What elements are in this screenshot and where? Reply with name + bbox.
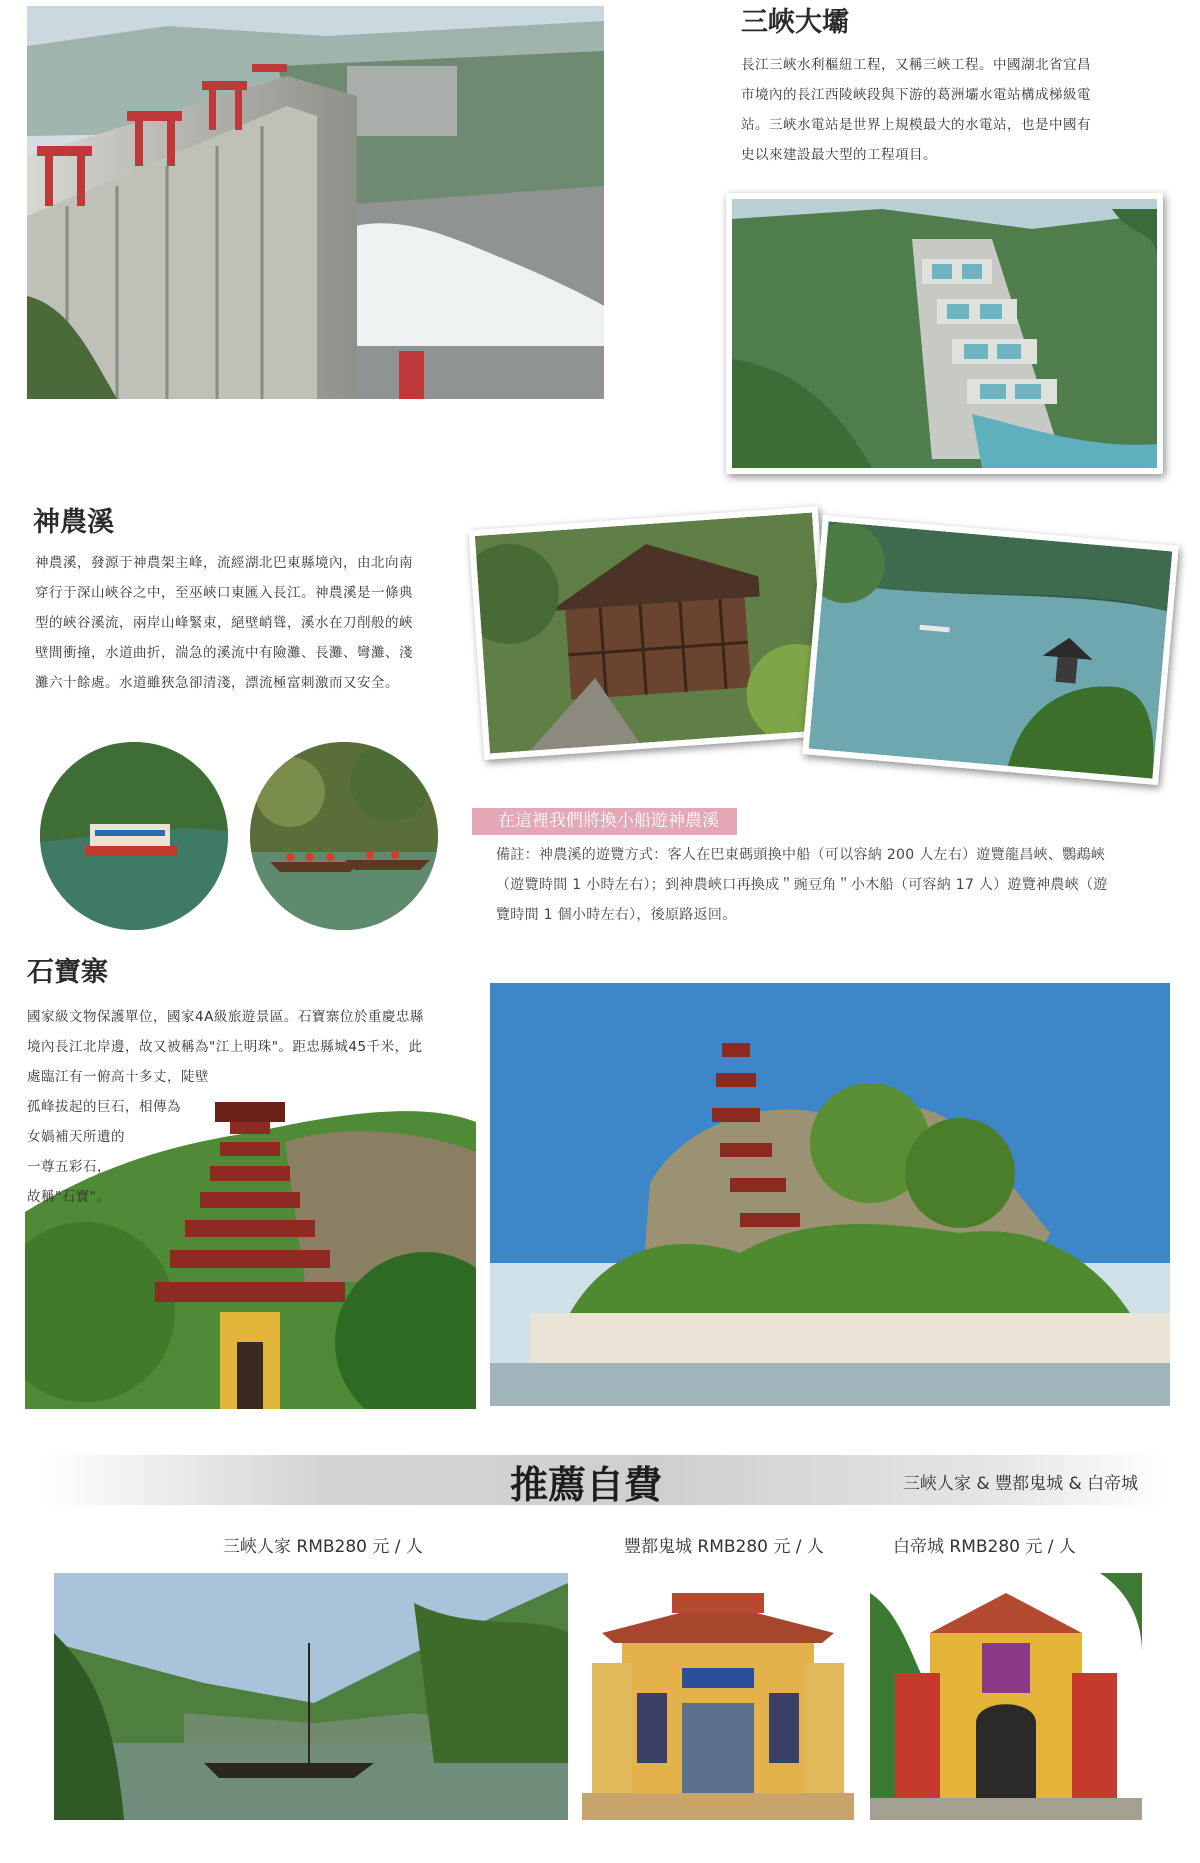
recommend-caption-2: 豐都鬼城 RMB280 元 / 人: [624, 1537, 824, 1557]
text-line: 神農溪，發源于神農架主峰，流經湖北巴東縣境內，由北向南: [35, 555, 413, 571]
text-line: 孤峰拔起的巨石，相傳為: [27, 1099, 181, 1115]
text-line: 型的峽谷溪流，兩岸山峰緊束，絕壁峭聳，溪水在刀削般的峽: [35, 615, 413, 631]
shennong-note: [496, 840, 1176, 930]
text-line: 一尊五彩石，: [27, 1159, 111, 1175]
shennong-stream-title: 神農溪: [33, 507, 114, 538]
text-line: 史以來建設最大型的工程項目。: [741, 147, 937, 163]
pavilion-river-photo: [802, 515, 1179, 785]
baidi-city-photo: [870, 1573, 1142, 1820]
text-line: 境內長江北岸邊，故又被稱為"江上明珠"。距忠縣城45千米，此: [27, 1039, 423, 1055]
three-gorges-dam-photo: [27, 6, 604, 399]
recommend-caption-1: 三峽人家 RMB280 元 / 人: [223, 1537, 423, 1557]
text-line: 灘六十餘處。水道雖狹急卻清淺，漂流極富刺激而又安全。: [35, 675, 399, 691]
note-line: （遊覽時間 1 小時左右）；到神農峽口再換成＂豌豆角＂小木船（可容納 17 人）遊覽神農峽（遊: [496, 877, 1108, 893]
boat-circle-photo-2: [250, 742, 438, 930]
shennong-stream-text: [35, 548, 465, 698]
text-line: 市境內的長江西陵峽段與下游的葛洲壩水電站構成梯級電: [741, 87, 1091, 103]
three-gorges-family-photo: [54, 1573, 568, 1820]
text-line: 壁間衝撞，水道曲折，湍急的溪流中有險灘、長灘、彎灘、淺: [35, 645, 413, 661]
recommend-caption-3: 白帝城 RMB280 元 / 人: [893, 1537, 1076, 1557]
boat-circle-photo-1: [40, 742, 228, 930]
recommend-subtitle: 三峽人家 & 豐都鬼城 & 白帝城: [903, 1474, 1139, 1494]
note-line: 備註：神農溪的遊覽方式：客人在巴東碼頭換中船（可以容納 200 人左右）遊覽龍昌峽、鸚鵡峽: [496, 847, 1106, 863]
text-line: 穿行于深山峽谷之中，至巫峽口東匯入長江。神農溪是一條典: [35, 585, 413, 601]
text-line: 處臨江有一俯高十多丈，陡壁: [27, 1069, 209, 1085]
small-boat-label: 在這裡我們將換小船遊神農溪: [472, 808, 737, 835]
shibaozhai-island-photo: [490, 983, 1170, 1406]
text-line: 故稱"石寶"。: [27, 1189, 111, 1205]
fengdu-ghost-city-photo: [582, 1573, 854, 1820]
recommend-title: 推薦自費: [510, 1462, 663, 1507]
wooden-house-photo: [468, 506, 833, 760]
three-gorges-dam-title: 三峽大壩: [741, 7, 849, 38]
text-line: 長江三峽水利樞紐工程，又稱三峽工程。中國湖北省宜昌: [741, 57, 1091, 73]
shibaozhai-title: 石寶寨: [27, 957, 108, 988]
three-gorges-dam-text: [741, 50, 1181, 170]
shibaozhai-text: [27, 1002, 482, 1212]
ship-lock-photo: [726, 193, 1163, 474]
text-line: 站。三峽水電站是世界上規模最大的水電站，也是中國有: [741, 117, 1091, 133]
note-line: 覽時間 1 個小時左右），後原路返回。: [496, 907, 737, 923]
text-line: 女媧補天所遺的: [27, 1129, 125, 1145]
text-line: 國家級文物保護單位，國家4A級旅遊景區。石寶寨位於重慶忠縣: [27, 1009, 424, 1025]
